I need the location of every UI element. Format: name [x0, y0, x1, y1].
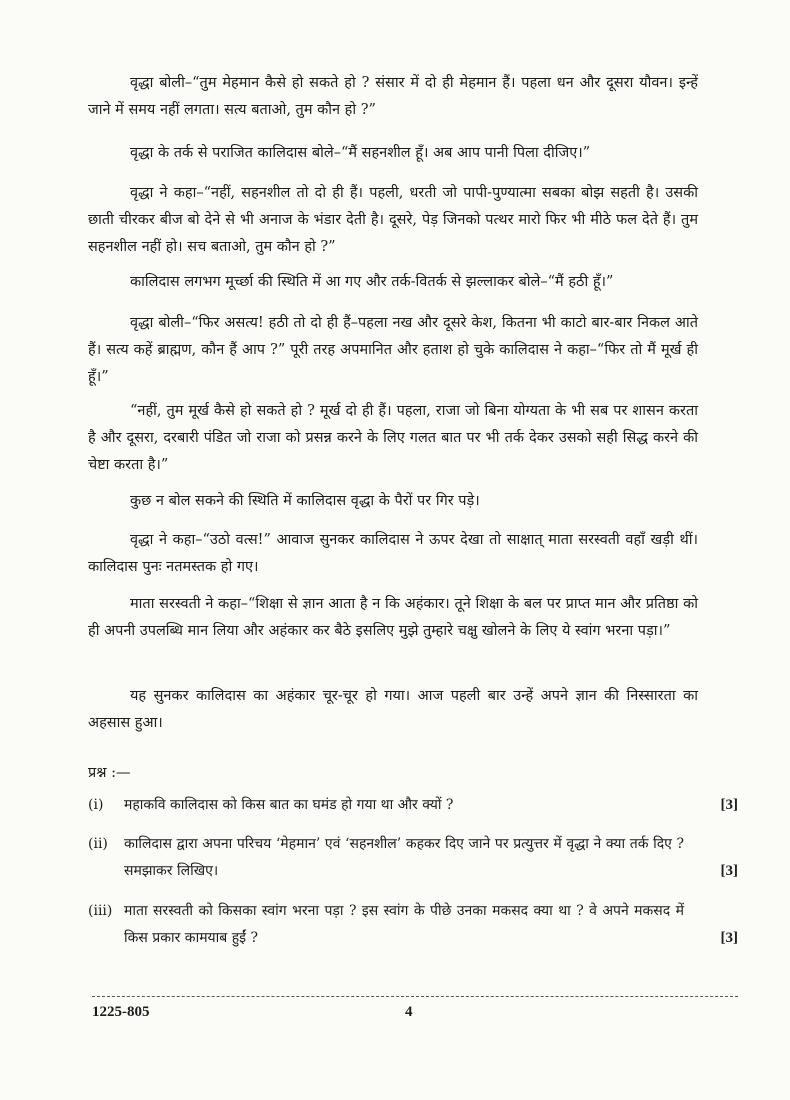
- question-number: (iii): [88, 903, 113, 919]
- questions-heading: प्रश्न :—: [88, 765, 131, 781]
- question-number: (ii): [88, 836, 108, 852]
- passage-paragraph-2: वृद्धा के तर्क से पराजित कालिदास बोले–“मैं सहनशील हूँ। अब आप पानी पिला दीजिए।”: [130, 145, 591, 161]
- question-marks: [3]: [720, 863, 738, 879]
- passage-paragraph-10: यह सुनकर कालिदास का अहंकार चूर-चूर हो गया। आज पहली बार उन्हें अपने ज्ञान की निस्सारता का अहसास हुआ।: [88, 688, 698, 731]
- passage-paragraph-7: कुछ न बोल सकने की स्थिति में कालिदास वृद्धा के पैरों पर गिर पड़े।: [130, 493, 480, 509]
- passage-paragraph-3: वृद्धा ने कहा–“नहीं, सहनशील तो दो ही हैं। पहली, धरती जो पापी-पुण्यात्मा सबका बोझ सहती है। उसकी छाती चीरकर बीज बो देने से भी अनाज के भंडार देती है। दूसरे, पेड़ जिनको पत्थर मारो फिर भी मीठे फल देते हैं। तुम सहनशील नहीं हो। सच बताओ, तुम कौन हो ?”: [88, 185, 698, 255]
- passage-paragraph-5: वृद्धा बोली–“फिर असत्य! हठी तो दो ही हैं–पहला नख और दूसरे केश, कितना भी काटो बार-बार निकल आते हैं। सत्य कहें ब्राह्मण, कौन हैं आप ?” पूरी तरह अपमानित और हताश हो चुके कालिदास ने कहा–“फिर तो मैं मूर्ख ही हूँ।”: [88, 315, 698, 385]
- passage-paragraph-4: कालिदास लगभग मूर्च्छा की स्थिति में आ गए और तर्क-वितर्क से झल्लाकर बोले–“मैं हठी हूँ।”: [130, 274, 614, 290]
- paper-code: 1225-805: [92, 1004, 150, 1020]
- question-text: महाकवि कालिदास को किस बात का घमंड हो गया था और क्यों ?: [124, 797, 454, 813]
- passage-paragraph-8: वृद्धा ने कहा–“उठो वत्स!” आवाज सुनकर कालिदास ने ऊपर देखा तो साक्षात् माता सरस्वती वहाँ खड़ी थीं। कालिदास पुनः नतमस्तक हो गए।: [88, 532, 698, 575]
- page-number: 4: [405, 1004, 413, 1020]
- question-text: कालिदास द्वारा अपना परिचय ‘मेहमान’ एवं ‘सहनशील’ कहकर दिए जाने पर प्रत्युत्तर में वृद्धा ने क्या तर्क दिए ? समझाकर लिखिए।: [124, 836, 684, 879]
- passage-paragraph-9: माता सरस्वती ने कहा–“शिक्षा से ज्ञान आता है न कि अहंकार। तूने शिक्षा के बल पर प्राप्त मान और प्रतिष्ठा को ही अपनी उपलब्धि मान लिया और अहंकार कर बैठे इसलिए मुझे तुम्हारे चक्षु खोलने के लिए ये स्वांग भरना पड़ा।”: [88, 596, 698, 639]
- footer-divider: [92, 996, 738, 997]
- question-text: माता सरस्वती को किसका स्वांग भरना पड़ा ? इस स्वांग के पीछे उनका मकसद क्या था ? वे अपने मकसद में किस प्रकार कामयाब हुईं ?: [124, 903, 684, 946]
- passage-paragraph-1: वृद्धा बोली–“तुम मेहमान कैसे हो सकते हो ? संसार में दो ही मेहमान हैं। पहला धन और दूसरा यौवन। इन्हें जाने में समय नहीं लगता। सत्य बताओ, तुम कौन हो ?”: [88, 75, 698, 118]
- question-marks: [3]: [720, 797, 738, 813]
- question-number: (i): [88, 797, 104, 813]
- question-marks: [3]: [720, 930, 738, 946]
- passage-paragraph-6: “नहीं, तुम मूर्ख कैसे हो सकते हो ? मूर्ख दो ही हैं। पहला, राजा जो बिना योग्यता के भी सब पर शासन करता है और दूसरा, दरबारी पंडित जो राजा को प्रसन्न करने के लिए गलत बात पर भी तर्क देकर उसको सही सिद्ध करने की चेष्टा करता है।”: [88, 403, 698, 473]
